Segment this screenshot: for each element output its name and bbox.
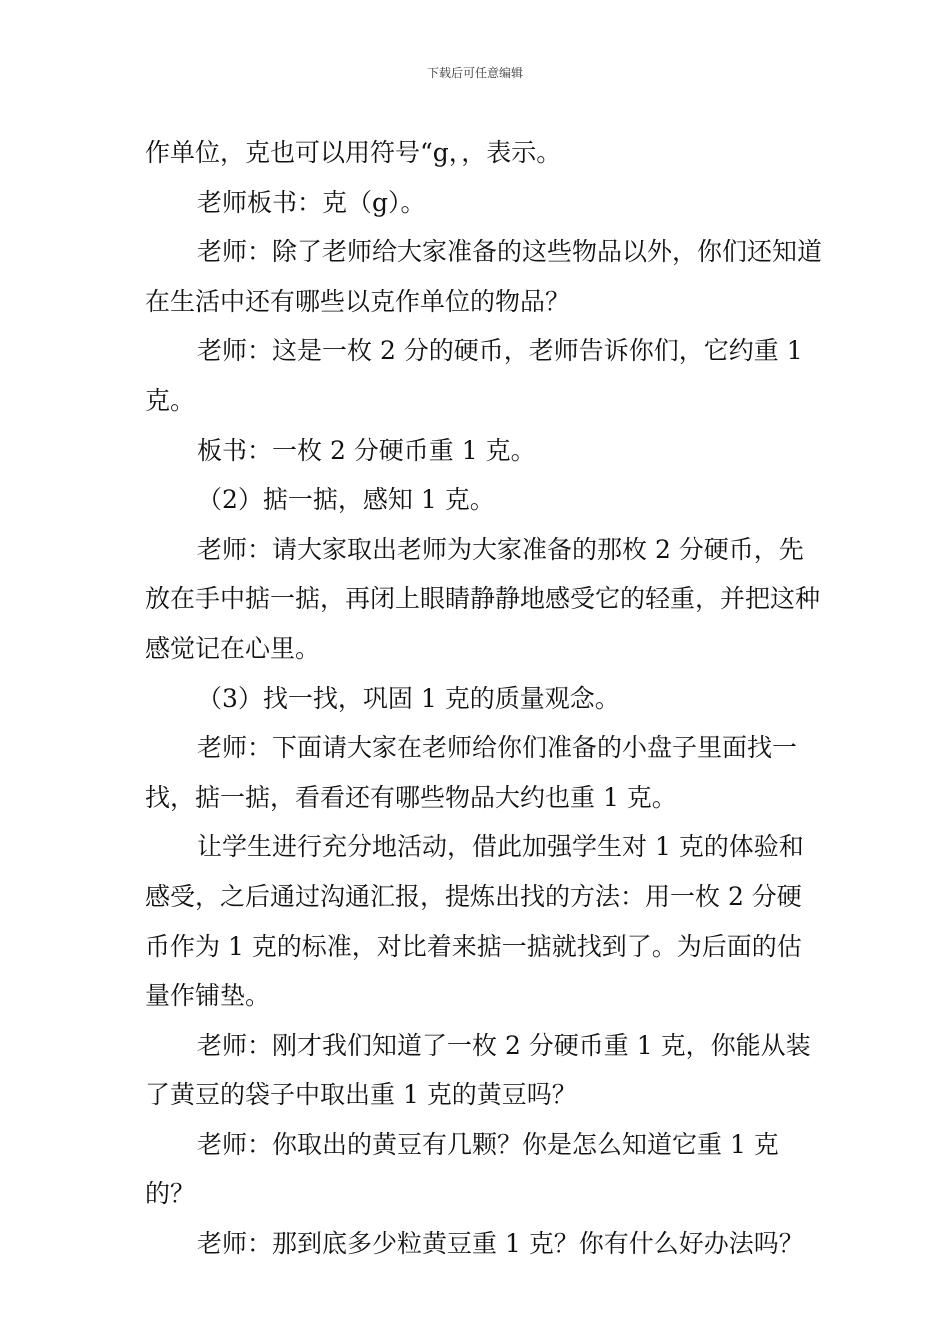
paragraph-bean-count-question: 老师：你取出的黄豆有几颗？你是怎么知道它重 1 克的？	[145, 1129, 779, 1209]
paragraph-step-3-heading: （3）找一找，巩固 1 克的质量观念。	[197, 683, 620, 713]
paragraph-method-question: 老师：那到底多少粒黄豆重 1 克？你有什么好办法吗？	[197, 1229, 804, 1259]
paragraph-find-items: 老师：下面请大家在老师给你们准备的小盘子里面找一找，掂一掂，看看还有哪些物品大约也重 1 克。	[145, 733, 798, 812]
paragraph-coin-weight: 老师：这是一枚 2 分的硬币，老师告诉你们，它约重 1 克。	[145, 336, 803, 415]
paragraph-feel-coin: 老师：请大家取出老师为大家准备的那枚 2 分硬币，先放在手中掂一掂，再闭上眼睛静静地感受它的轻重，并把这种感觉记在心里。	[145, 534, 821, 663]
paragraph-soybean-question: 老师：刚才我们知道了一枚 2 分硬币重 1 克，你能从装了黄豆的袋子中取出重 1 克的黄豆吗？	[145, 1030, 811, 1110]
paragraph-board-coin: 板书：一枚 2 分硬币重 1 克。	[197, 435, 536, 465]
paragraph-student-activity: 让学生进行充分地活动，借此加强学生对 1 克的体验和感受，之后通过沟通汇报，提炼出找的方法：用一枚 2 分硬币作为 1 克的标准，对比着来掂一掂就找到了。为后面的估量作铺垫。	[145, 832, 804, 1011]
paragraph-step-2-heading: （2）掂一掂，感知 1 克。	[197, 485, 495, 515]
paragraph-board-gram: 老师板书：克（g）。	[197, 187, 426, 217]
document-body	[145, 128, 825, 1269]
paragraph-unit-symbol: 作单位，克也可以用符号“g，，表示。	[145, 138, 562, 167]
paragraph-other-items-question: 老师：除了老师给大家准备的这些物品以外，你们还知道在生活中还有哪些以克作单位的物品？	[145, 237, 823, 316]
page-header: 下载后可任意编辑	[426, 66, 523, 80]
